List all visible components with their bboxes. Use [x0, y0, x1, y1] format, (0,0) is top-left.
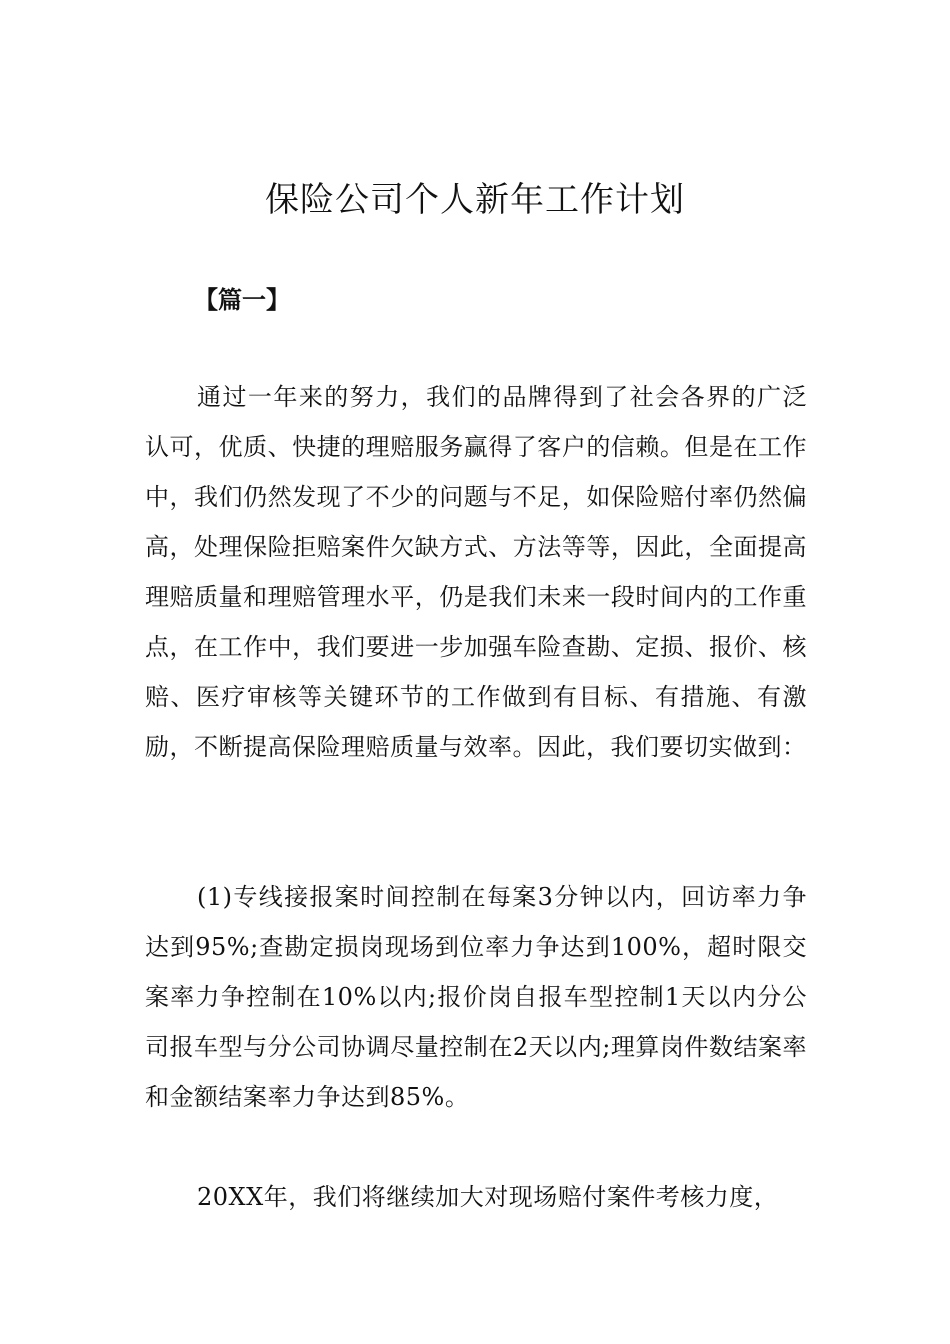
document-title: 保险公司个人新年工作计划	[265, 180, 685, 220]
paragraph-plan: 20XX年，我们将继续加大对现场赔付案件考核力度，	[197, 1183, 779, 1211]
paragraph-targets: (1)专线接报案时间控制在每案3分钟以内，回访率力争达到95%;查勘定损岗现场到位率力争达到100%，超时限交案率力争控制在10%以内;报价岗自报车型控制1天以内分公司报车型与分公司协调尽量控制在2天以内;理算岗件数结案率和金额结案率力争达到85%。	[145, 883, 807, 1111]
section-label: 【篇一】	[194, 285, 290, 314]
paragraph-intro: 通过一年来的努力，我们的品牌得到了社会各界的广泛认可，优质、快捷的理赔服务赢得了客户的信赖。但是在工作中，我们仍然发现了不少的问题与不足，如保险赔付率仍然偏高，处理保险拒赔案件欠缺方式、方法等等，因此，全面提高理赔质量和理赔管理水平，仍是我们未来一段时间内的工作重点，在工作中，我们要进一步加强车险查勘、定损、报价、核赔、医疗审核等关键环节的工作做到有目标、有措施、有激励，不断提高保险理赔质量与效率。因此，我们要切实做到：	[145, 383, 807, 761]
